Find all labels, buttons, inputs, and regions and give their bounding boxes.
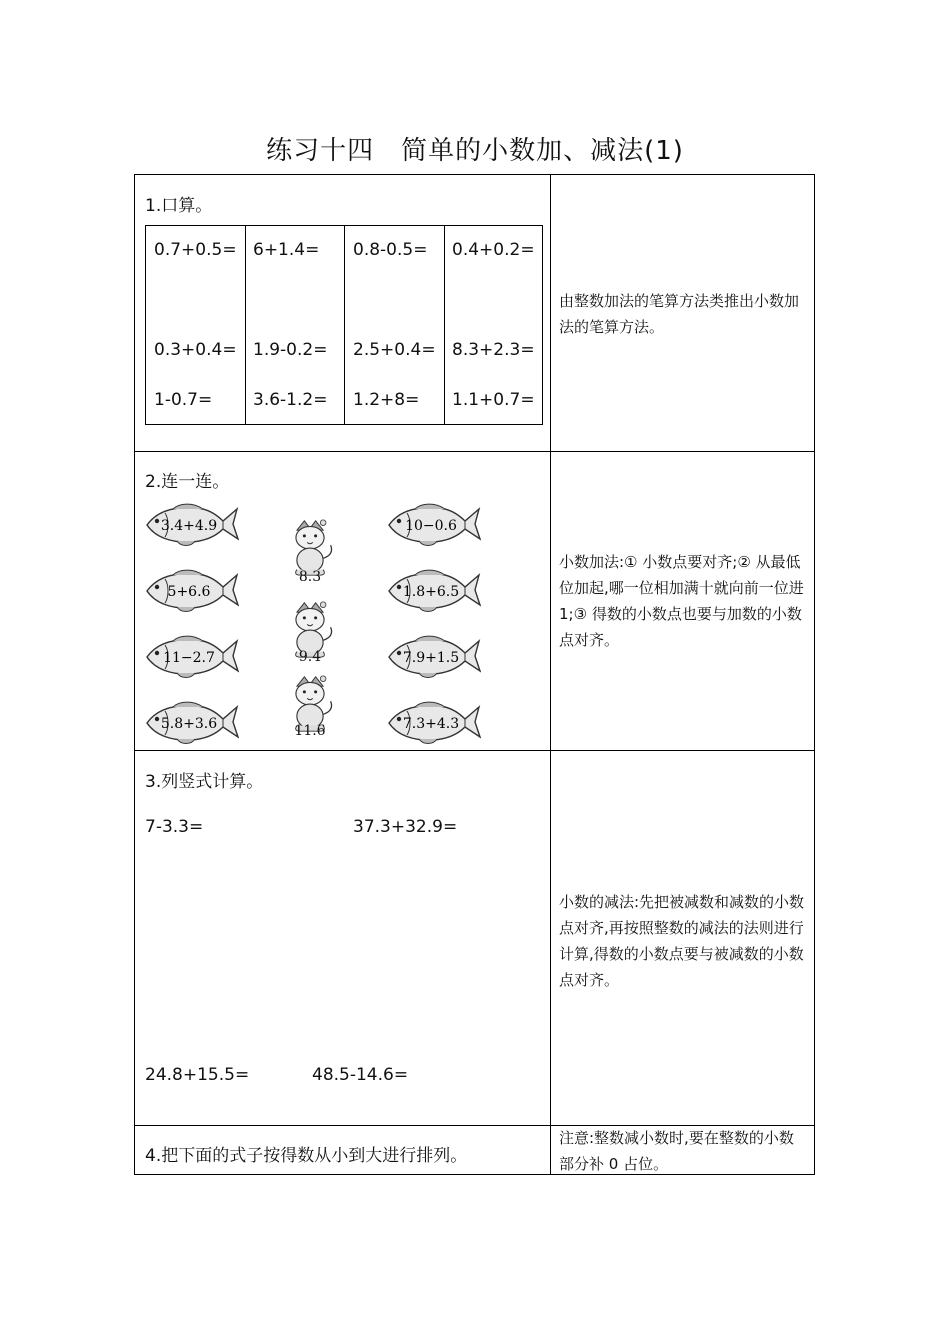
cat-number: 11.6 (294, 723, 326, 739)
oral-calc-item: 1.2+8= (353, 390, 420, 410)
fish-expression: 3.4+4.9 (160, 518, 218, 534)
grid-divider (245, 226, 246, 424)
oral-calc-item: 0.8-0.5= (353, 240, 428, 260)
oral-calc-item: 0.4+0.2= (452, 240, 535, 260)
q2-label: 2.连一连。 (145, 472, 230, 492)
oral-calc-item: 6+1.4= (253, 240, 320, 260)
fish-right-4[interactable] (385, 699, 481, 745)
fish-expression: 1.8+6.5 (402, 584, 460, 600)
oral-calc-item: 3.6-1.2= (253, 390, 328, 410)
fish-expression: 7.9+1.5 (402, 650, 460, 666)
oral-calc-grid (145, 225, 543, 425)
vertical-calc-problem: 24.8+15.5= (145, 1065, 250, 1085)
fish-left-1[interactable] (143, 501, 239, 547)
fish-expression: 7.3+4.3 (402, 716, 460, 732)
fish-left-4[interactable] (143, 699, 239, 745)
q2-tip: 小数加法:① 小数点要对齐;② 从最低位加起,哪一位相加满十就向前一位进 1;③ 得数的小数点也要与加数的小数点对齐。 (559, 553, 804, 649)
worksheet-table (134, 174, 815, 1175)
q1-tip: 由整数加法的笔算方法类推出小数加法的笔算方法。 (559, 292, 800, 336)
q1-label: 1.口算。 (145, 196, 213, 216)
page-title: 练习十四 简单的小数加、减法(1) (266, 136, 684, 166)
fish-right-2[interactable] (385, 567, 481, 613)
fish-right-1[interactable] (385, 501, 481, 547)
cat-number: 8.3 (298, 569, 322, 585)
row-divider (135, 451, 814, 452)
fish-expression: 5.8+3.6 (160, 716, 218, 732)
oral-calc-item: 0.7+0.5= (154, 240, 237, 260)
q3-tip: 小数的减法:先把被减数和减数的小数点对齐,再按照整数的减法的法则进行计算,得数的小数点要与被减数的小数点对齐。 (559, 893, 805, 989)
vertical-calc-problem: 37.3+32.9= (353, 817, 458, 837)
oral-calc-item: 1.9-0.2= (253, 340, 328, 360)
q4-label: 4.把下面的式子按得数从小到大进行排列。 (145, 1146, 468, 1166)
q4-tip: 注意:整数减小数时,要在整数的小数部分补 0 占位。 (559, 1129, 794, 1173)
fish-left-2[interactable] (143, 567, 239, 613)
q3-label: 3.列竖式计算。 (145, 772, 264, 792)
oral-calc-item: 1.1+0.7= (452, 390, 535, 410)
fish-right-3[interactable] (385, 633, 481, 679)
fish-expression: 11−2.7 (163, 650, 215, 666)
cat-number: 9.4 (298, 649, 322, 665)
oral-calc-item: 8.3+2.3= (452, 340, 535, 360)
column-divider (550, 175, 551, 1174)
vertical-calc-problem: 48.5-14.6= (312, 1065, 409, 1085)
oral-calc-item: 1-0.7= (154, 390, 213, 410)
fish-expression: 5+6.6 (167, 584, 211, 600)
fish-expression: 10−0.6 (405, 518, 457, 534)
oral-calc-item: 0.3+0.4= (154, 340, 237, 360)
grid-divider (444, 226, 445, 424)
vertical-calc-problem: 7-3.3= (145, 817, 204, 837)
grid-divider (344, 226, 345, 424)
oral-calc-item: 2.5+0.4= (353, 340, 436, 360)
row-divider (135, 750, 814, 751)
fish-left-3[interactable] (143, 633, 239, 679)
